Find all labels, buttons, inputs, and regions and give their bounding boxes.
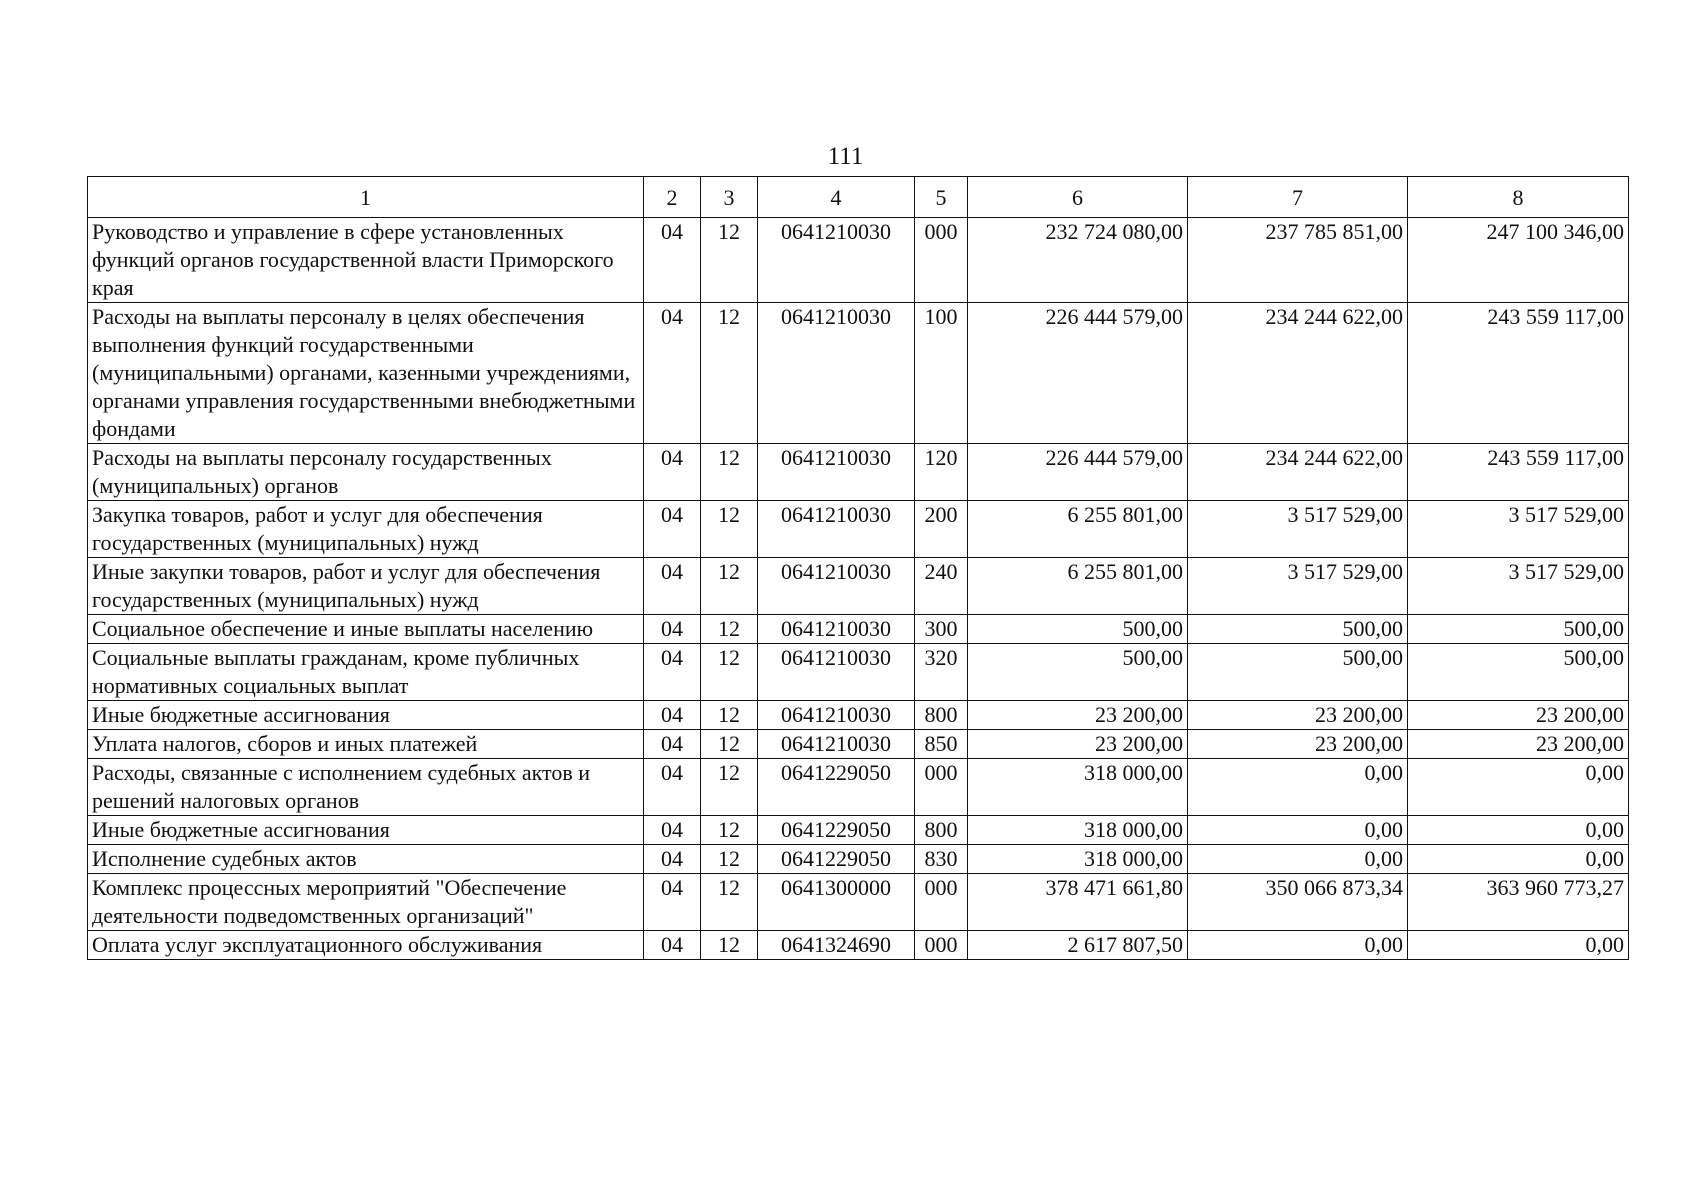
row-name-cell: Закупка товаров, работ и услуг для обеспечения государственных (муниципальных) нужд bbox=[88, 501, 644, 558]
target-article-cell: 0641210030 bbox=[758, 558, 915, 615]
row-name-cell: Социальное обеспечение и иные выплаты населению bbox=[88, 615, 644, 644]
amount-col7-cell: 0,00 bbox=[1188, 845, 1408, 874]
expense-type-cell: 100 bbox=[915, 303, 968, 444]
table-row bbox=[88, 558, 1629, 615]
table-row bbox=[88, 303, 1629, 444]
target-article-cell: 0641229050 bbox=[758, 759, 915, 816]
expense-type-cell: 000 bbox=[915, 759, 968, 816]
amount-col6-cell: 318 000,00 bbox=[968, 816, 1188, 845]
target-article-cell: 0641210030 bbox=[758, 501, 915, 558]
amount-col6-cell: 226 444 579,00 bbox=[968, 303, 1188, 444]
row-name-cell: Социальные выплаты гражданам, кроме публичных нормативных социальных выплат bbox=[88, 644, 644, 701]
section-code-cell: 04 bbox=[644, 730, 701, 759]
amount-col8-cell: 23 200,00 bbox=[1408, 730, 1629, 759]
amount-col8-cell: 500,00 bbox=[1408, 644, 1629, 701]
row-name-cell: Расходы на выплаты персоналу государственных (муниципальных) органов bbox=[88, 444, 644, 501]
row-name-cell: Иные закупки товаров, работ и услуг для обеспечения государственных (муниципальных) нужд bbox=[88, 558, 644, 615]
amount-col7-cell: 23 200,00 bbox=[1188, 701, 1408, 730]
amount-col7-cell: 350 066 873,34 bbox=[1188, 874, 1408, 931]
target-article-cell: 0641210030 bbox=[758, 615, 915, 644]
expense-type-cell: 830 bbox=[915, 845, 968, 874]
expense-type-cell: 300 bbox=[915, 615, 968, 644]
expense-type-cell: 000 bbox=[915, 931, 968, 960]
section-code-cell: 04 bbox=[644, 816, 701, 845]
table-row bbox=[88, 218, 1629, 303]
subsection-code-cell: 12 bbox=[701, 615, 758, 644]
amount-col7-cell: 0,00 bbox=[1188, 931, 1408, 960]
section-code-cell: 04 bbox=[644, 218, 701, 303]
expense-type-cell: 120 bbox=[915, 444, 968, 501]
amount-col8-cell: 243 559 117,00 bbox=[1408, 444, 1629, 501]
amount-col8-cell: 243 559 117,00 bbox=[1408, 303, 1629, 444]
amount-col6-cell: 23 200,00 bbox=[968, 701, 1188, 730]
section-code-cell: 04 bbox=[644, 444, 701, 501]
target-article-cell: 0641210030 bbox=[758, 701, 915, 730]
amount-col7-cell: 3 517 529,00 bbox=[1188, 558, 1408, 615]
amount-col7-cell: 234 244 622,00 bbox=[1188, 303, 1408, 444]
expense-type-cell: 800 bbox=[915, 816, 968, 845]
header-cell: 3 bbox=[701, 177, 758, 218]
target-article-cell: 0641300000 bbox=[758, 874, 915, 931]
section-code-cell: 04 bbox=[644, 558, 701, 615]
page-number: 111 bbox=[827, 143, 864, 170]
section-code-cell: 04 bbox=[644, 615, 701, 644]
subsection-code-cell: 12 bbox=[701, 558, 758, 615]
table-row bbox=[88, 701, 1629, 730]
subsection-code-cell: 12 bbox=[701, 501, 758, 558]
section-code-cell: 04 bbox=[644, 303, 701, 444]
amount-col6-cell: 500,00 bbox=[968, 615, 1188, 644]
header-cell: 6 bbox=[968, 177, 1188, 218]
budget-table bbox=[87, 176, 1629, 960]
table-row bbox=[88, 644, 1629, 701]
subsection-code-cell: 12 bbox=[701, 218, 758, 303]
expense-type-cell: 320 bbox=[915, 644, 968, 701]
amount-col8-cell: 247 100 346,00 bbox=[1408, 218, 1629, 303]
amount-col6-cell: 226 444 579,00 bbox=[968, 444, 1188, 501]
table-row bbox=[88, 816, 1629, 845]
amount-col7-cell: 234 244 622,00 bbox=[1188, 444, 1408, 501]
section-code-cell: 04 bbox=[644, 501, 701, 558]
table-row bbox=[88, 759, 1629, 816]
header-cell: 8 bbox=[1408, 177, 1629, 218]
table-row bbox=[88, 615, 1629, 644]
row-name-cell: Исполнение судебных актов bbox=[88, 845, 644, 874]
amount-col7-cell: 0,00 bbox=[1188, 816, 1408, 845]
expense-type-cell: 240 bbox=[915, 558, 968, 615]
header-cell: 1 bbox=[88, 177, 644, 218]
expense-type-cell: 850 bbox=[915, 730, 968, 759]
row-name-cell: Руководство и управление в сфере установленных функций органов государственной власти Приморского края bbox=[88, 218, 644, 303]
subsection-code-cell: 12 bbox=[701, 644, 758, 701]
amount-col8-cell: 23 200,00 bbox=[1408, 701, 1629, 730]
target-article-cell: 0641324690 bbox=[758, 931, 915, 960]
table-row bbox=[88, 501, 1629, 558]
amount-col8-cell: 0,00 bbox=[1408, 845, 1629, 874]
target-article-cell: 0641210030 bbox=[758, 218, 915, 303]
amount-col7-cell: 3 517 529,00 bbox=[1188, 501, 1408, 558]
expense-type-cell: 000 bbox=[915, 218, 968, 303]
subsection-code-cell: 12 bbox=[701, 874, 758, 931]
header-cell: 5 bbox=[915, 177, 968, 218]
table-row bbox=[88, 931, 1629, 960]
amount-col6-cell: 6 255 801,00 bbox=[968, 558, 1188, 615]
amount-col7-cell: 237 785 851,00 bbox=[1188, 218, 1408, 303]
section-code-cell: 04 bbox=[644, 701, 701, 730]
target-article-cell: 0641210030 bbox=[758, 444, 915, 501]
amount-col8-cell: 500,00 bbox=[1408, 615, 1629, 644]
table-row bbox=[88, 444, 1629, 501]
amount-col6-cell: 500,00 bbox=[968, 644, 1188, 701]
amount-col7-cell: 0,00 bbox=[1188, 759, 1408, 816]
subsection-code-cell: 12 bbox=[701, 701, 758, 730]
header-cell: 7 bbox=[1188, 177, 1408, 218]
expense-type-cell: 000 bbox=[915, 874, 968, 931]
target-article-cell: 0641210030 bbox=[758, 730, 915, 759]
table-row bbox=[88, 874, 1629, 931]
header-cell: 4 bbox=[758, 177, 915, 218]
amount-col7-cell: 23 200,00 bbox=[1188, 730, 1408, 759]
subsection-code-cell: 12 bbox=[701, 303, 758, 444]
amount-col7-cell: 500,00 bbox=[1188, 644, 1408, 701]
amount-col8-cell: 0,00 bbox=[1408, 759, 1629, 816]
amount-col6-cell: 6 255 801,00 bbox=[968, 501, 1188, 558]
amount-col6-cell: 232 724 080,00 bbox=[968, 218, 1188, 303]
amount-col8-cell: 0,00 bbox=[1408, 931, 1629, 960]
row-name-cell: Расходы на выплаты персоналу в целях обеспечения выполнения функций государственными (муниципальными) органами, казенными учреждениями, органами управления государственными внебюджетными фондами bbox=[88, 303, 644, 444]
row-name-cell: Иные бюджетные ассигнования bbox=[88, 701, 644, 730]
target-article-cell: 0641210030 bbox=[758, 303, 915, 444]
section-code-cell: 04 bbox=[644, 931, 701, 960]
expense-type-cell: 200 bbox=[915, 501, 968, 558]
target-article-cell: 0641210030 bbox=[758, 644, 915, 701]
subsection-code-cell: 12 bbox=[701, 816, 758, 845]
row-name-cell: Уплата налогов, сборов и иных платежей bbox=[88, 730, 644, 759]
row-name-cell: Расходы, связанные с исполнением судебных актов и решений налоговых органов bbox=[88, 759, 644, 816]
subsection-code-cell: 12 bbox=[701, 845, 758, 874]
section-code-cell: 04 bbox=[644, 644, 701, 701]
table-row bbox=[88, 845, 1629, 874]
amount-col8-cell: 3 517 529,00 bbox=[1408, 558, 1629, 615]
expense-type-cell: 800 bbox=[915, 701, 968, 730]
amount-col7-cell: 500,00 bbox=[1188, 615, 1408, 644]
amount-col8-cell: 0,00 bbox=[1408, 816, 1629, 845]
header-cell: 2 bbox=[644, 177, 701, 218]
subsection-code-cell: 12 bbox=[701, 931, 758, 960]
amount-col6-cell: 318 000,00 bbox=[968, 845, 1188, 874]
target-article-cell: 0641229050 bbox=[758, 816, 915, 845]
subsection-code-cell: 12 bbox=[701, 759, 758, 816]
table-body bbox=[88, 218, 1629, 960]
row-name-cell: Комплекс процессных мероприятий "Обеспечение деятельности подведомственных организаций" bbox=[88, 874, 644, 931]
amount-col6-cell: 318 000,00 bbox=[968, 759, 1188, 816]
header-row bbox=[88, 177, 1629, 218]
section-code-cell: 04 bbox=[644, 845, 701, 874]
amount-col6-cell: 2 617 807,50 bbox=[968, 931, 1188, 960]
subsection-code-cell: 12 bbox=[701, 730, 758, 759]
amount-col8-cell: 3 517 529,00 bbox=[1408, 501, 1629, 558]
row-name-cell: Оплата услуг эксплуатационного обслуживания bbox=[88, 931, 644, 960]
amount-col6-cell: 23 200,00 bbox=[968, 730, 1188, 759]
table-row bbox=[88, 730, 1629, 759]
section-code-cell: 04 bbox=[644, 874, 701, 931]
row-name-cell: Иные бюджетные ассигнования bbox=[88, 816, 644, 845]
amount-col6-cell: 378 471 661,80 bbox=[968, 874, 1188, 931]
subsection-code-cell: 12 bbox=[701, 444, 758, 501]
section-code-cell: 04 bbox=[644, 759, 701, 816]
target-article-cell: 0641229050 bbox=[758, 845, 915, 874]
amount-col8-cell: 363 960 773,27 bbox=[1408, 874, 1629, 931]
